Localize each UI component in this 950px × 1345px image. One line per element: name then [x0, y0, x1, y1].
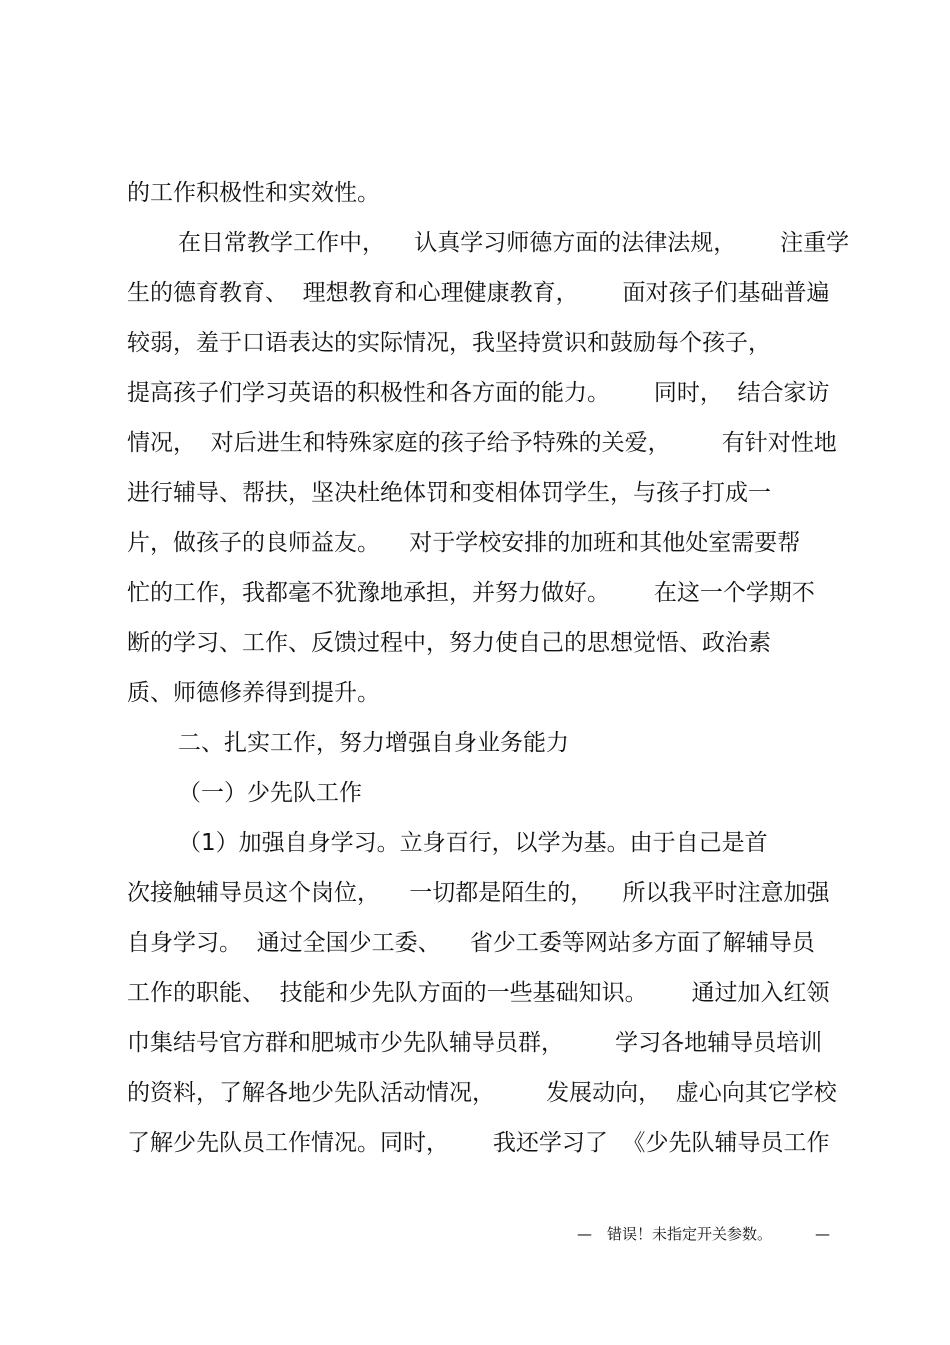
- text-line-15: 次接触辅导员这个岗位， 一切都是陌生的， 所以我平时注意加强: [127, 880, 830, 906]
- text-line-1: 的工作积极性和实效性。: [127, 180, 380, 206]
- subsection-heading: （一）少先队工作: [178, 780, 362, 806]
- text-line-20: 了解少先队员工作情况。同时， 我还学习了 《少先队辅导员工作: [127, 1130, 830, 1156]
- footer-error-text: 错误！未指定开关参数。: [607, 1225, 773, 1243]
- text-line-10: 断的学习、工作、反馈过程中，努力使自己的思想觉悟、政治素: [127, 630, 771, 656]
- text-line-11: 质、师德修养得到提升。: [127, 680, 380, 706]
- text-line-9: 忙的工作，我都毫不犹豫地承担，并努力做好。 在这一个学期不: [127, 580, 815, 606]
- text-line-7: 进行辅导、帮扶，坚决杜绝体罚和变相体罚学生，与孩子打成一: [127, 480, 771, 506]
- text-line-19: 的资料，了解各地少先队活动情况， 发展动向， 虚心向其它学校: [127, 1080, 837, 1106]
- section-heading: 二、扎实工作，努力增强自身业务能力: [178, 730, 569, 756]
- footer-dash-right: —: [815, 1225, 830, 1243]
- text-line-5: 提高孩子们学习英语的积极性和各方面的能力。 同时， 结合家访: [127, 380, 830, 406]
- text-line-2: 在日常教学工作中， 认真学习师德方面的法律法规， 注重学: [178, 230, 850, 256]
- text-line-3: 生的德育教育、 理想教育和心理健康教育， 面对孩子们基础普遍: [127, 280, 830, 306]
- footer-dash-left: —: [577, 1225, 592, 1243]
- text-line-8: 片，做孩子的良师益友。 对于学校安排的加班和其他处室需要帮: [127, 530, 801, 556]
- text-line-4: 较弱，羞于口语表达的实际情况，我坚持赏识和鼓励每个孩子，: [127, 330, 771, 356]
- text-line-14: （1）加强自身学习。立身百行，以学为基。由于自己是首: [178, 830, 768, 856]
- text-line-16: 自身学习。 通过全国少工委、 省少工委等网站多方面了解辅导员: [127, 930, 815, 956]
- text-line-18: 巾集结号官方群和肥城市少先队辅导员群， 学习各地辅导员培训: [127, 1030, 823, 1056]
- text-line-17: 工作的职能、 技能和少先队方面的一些基础知识。 通过加入红领: [127, 980, 830, 1006]
- text-line-6: 情况， 对后进生和特殊家庭的孩子给予特殊的关爱， 有针对性地: [127, 430, 837, 456]
